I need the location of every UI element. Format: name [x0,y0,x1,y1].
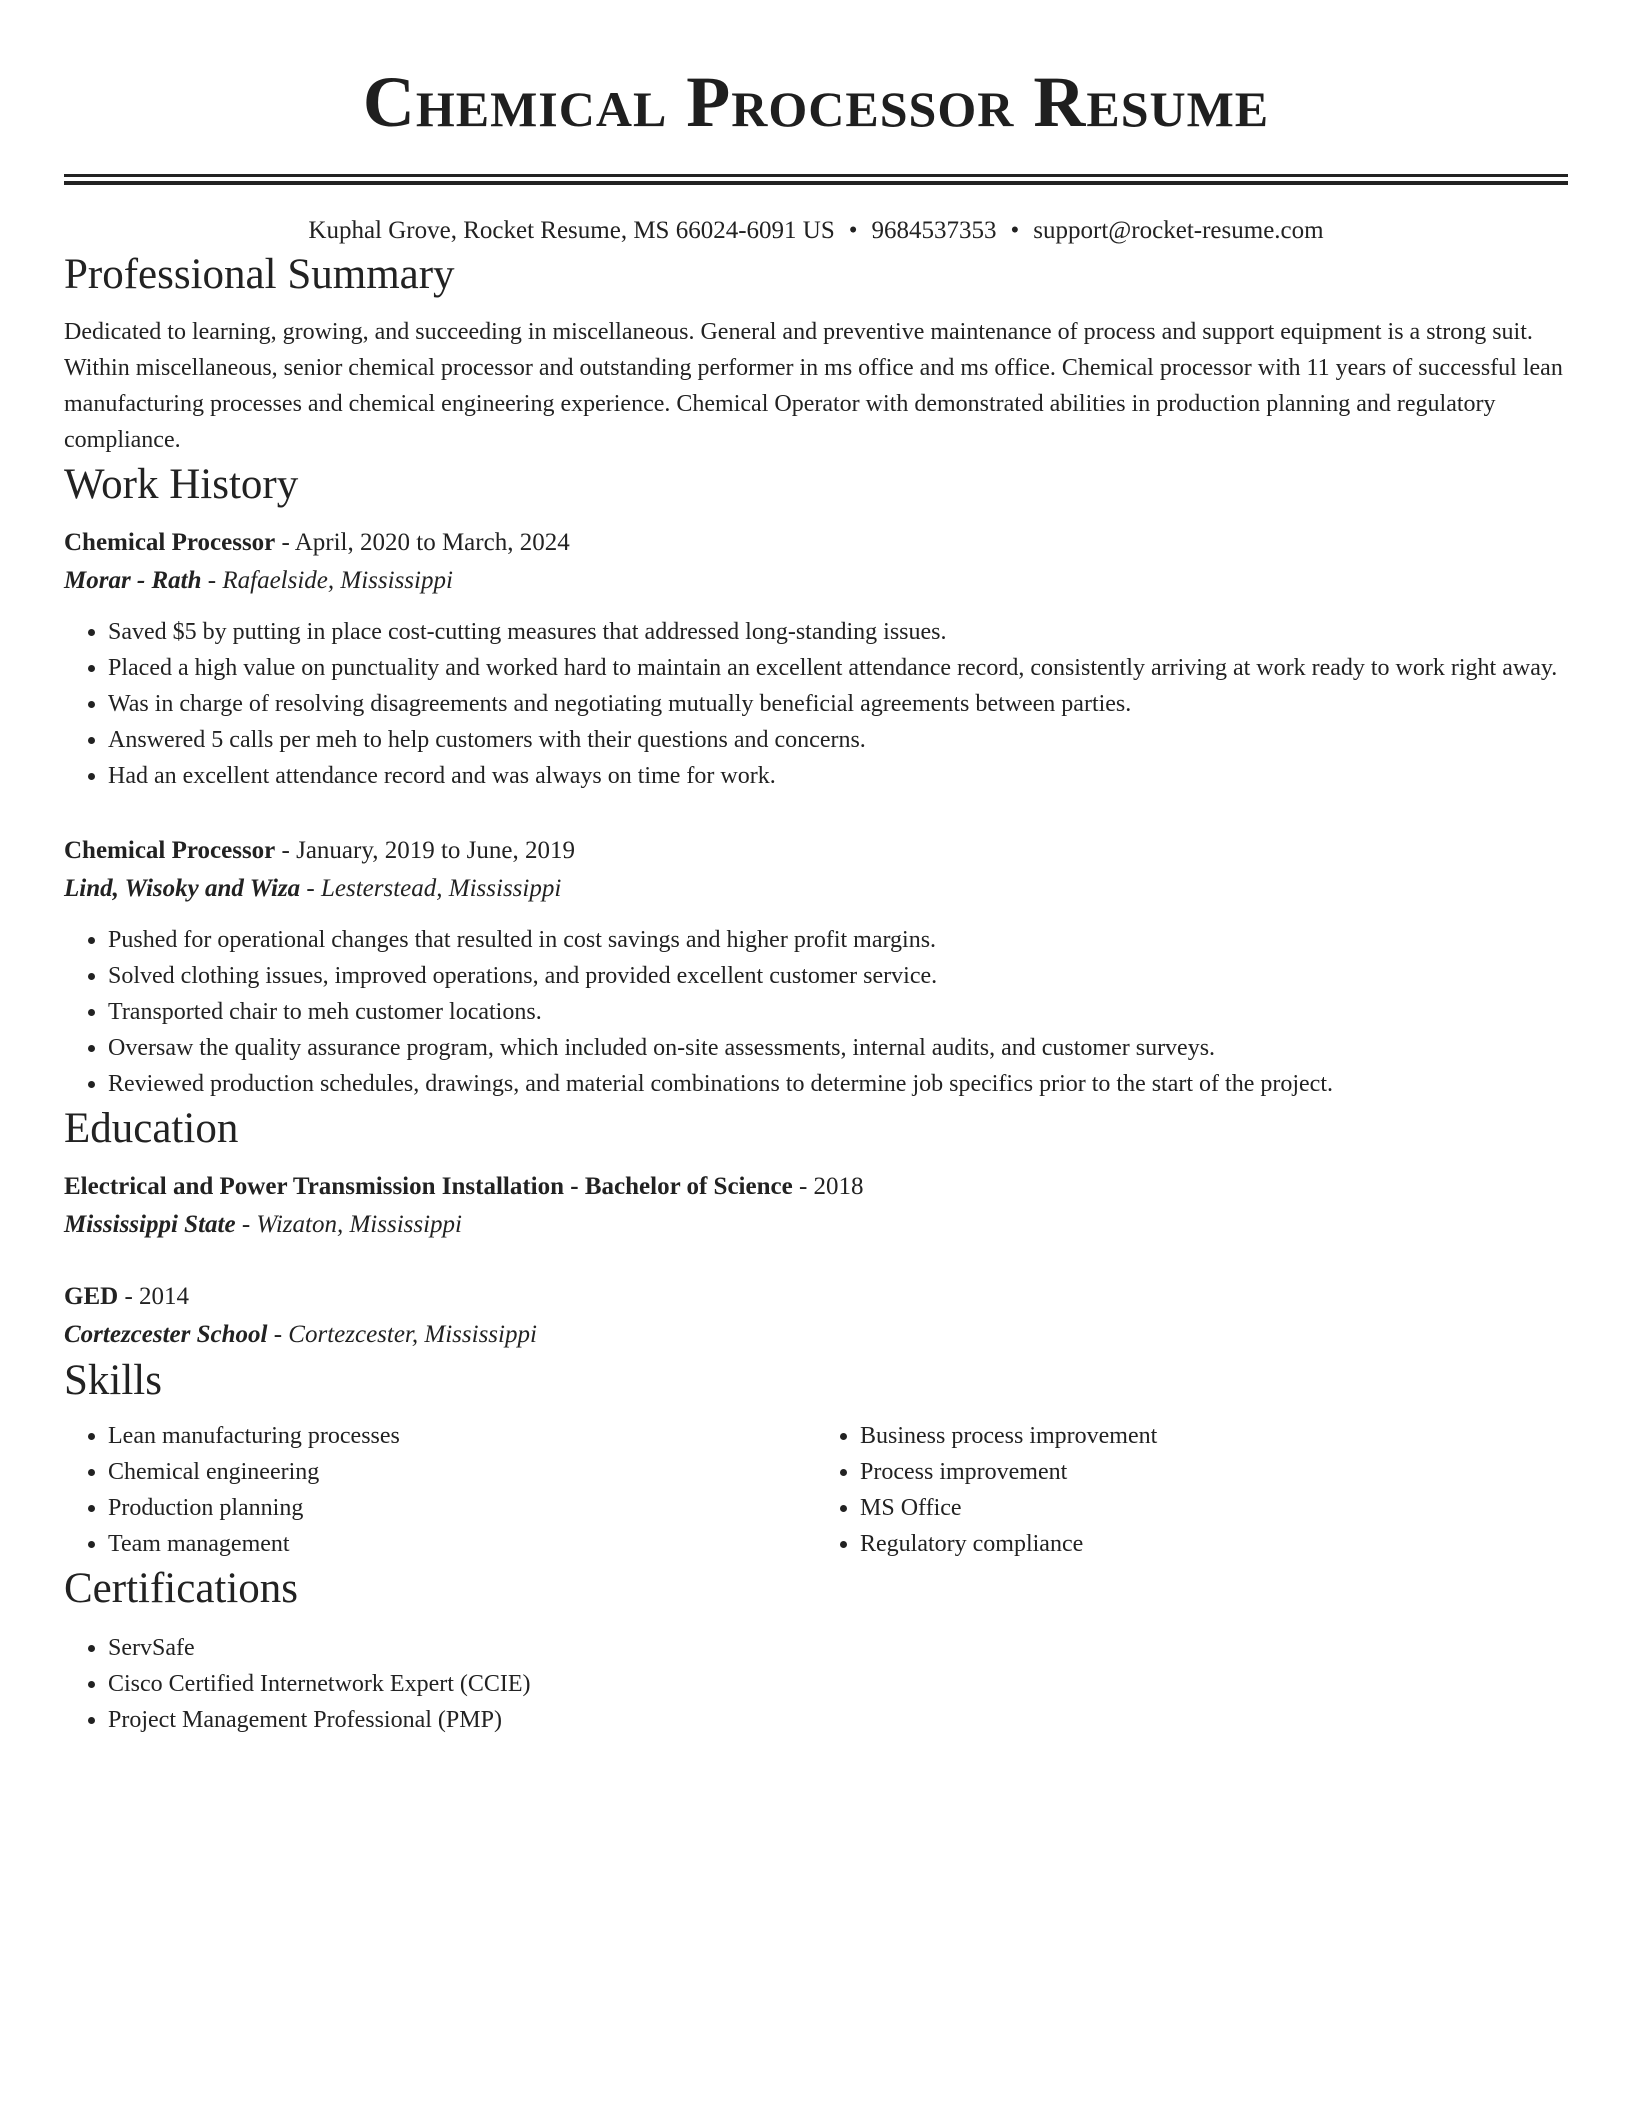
list-item: • Regulatory compliance [860,1526,1568,1562]
job-bullets [64,922,1568,1102]
skills-column-right [816,1418,1568,1562]
list-item: • MS Office [860,1490,1568,1526]
work-history-heading: Work History [64,461,299,508]
job-title: Chemical Processor [64,529,276,556]
contact-line [64,214,1568,248]
title-double-rule [64,174,1568,185]
list-item: • Process improvement [860,1454,1568,1490]
school-location: - Cortezcester, Mississippi [267,1321,537,1348]
list-item: • Solved clothing issues, improved operations, and provided excellent customer service. [108,958,1568,994]
list-item: • ServSafe [108,1630,1568,1666]
list-item: • Had an excellent attendance record and was always on time for work. [108,758,1568,794]
job-title: Chemical Processor [64,837,276,864]
contact-address: Kuphal Grove, Rocket Resume, MS 66024-6091 US [308,217,835,244]
list-item: • Chemical engineering [108,1454,816,1490]
education-entry [64,1278,1568,1354]
job-entry [64,832,1568,1102]
skills-heading: Skills [64,1357,162,1404]
page-title: Chemical Processor Resume [362,62,1270,142]
skills-grid [64,1418,1568,1562]
education-entry [64,1168,1568,1244]
job-company: Morar - Rath [64,567,202,594]
school-line [64,1316,1568,1354]
job-dates: - January, 2019 to June, 2019 [275,837,576,864]
school-location: - Wizaton, Mississippi [235,1211,462,1238]
job-title-line [64,832,1568,870]
list-item: • Oversaw the quality assurance program, which included on-site assessments, internal audits, and customer surveys. [108,1030,1568,1066]
school: Cortezcester School [64,1321,268,1348]
contact-separator: • [848,217,858,244]
school-line [64,1206,1568,1244]
summary-text: Dedicated to learning, growing, and succeeding in miscellaneous. General and preventive maintenance of process and support equipment is a strong suit. Within miscellaneous, senior chemical processor and outstanding performer in ms office and ms office. Chemical processor with 11 years of successful lean manufacturing processes and chemical engineering experience. Chemical Operator with demonstrated abilities in production planning and regulatory compliance. [64,319,1563,453]
list-item: • Cisco Certified Internetwork Expert (CCIE) [108,1666,1568,1702]
list-item: • Production planning [108,1490,816,1526]
contact-separator: • [1010,217,1020,244]
list-item: • Placed a high value on punctuality and worked hard to maintain an excellent attendance record, consistently arriving at work ready to work right away. [108,650,1568,686]
job-company: Lind, Wisoky and Wiza [64,875,301,902]
contact-phone: 9684537353 [871,217,997,244]
list-item: • Reviewed production schedules, drawings, and material combinations to determine job specifics prior to the start of the project. [108,1066,1568,1102]
list-item: • Project Management Professional (PMP) [108,1702,1568,1738]
degree: GED [64,1283,119,1310]
education-heading: Education [64,1105,239,1152]
job-company-line [64,562,1568,600]
list-item: • Answered 5 calls per meh to help customers with their questions and concerns. [108,722,1568,758]
job-dates: - April, 2020 to March, 2024 [275,529,570,556]
list-item: • Business process improvement [860,1418,1568,1454]
school: Mississippi State [64,1211,236,1238]
job-location: - Lesterstead, Mississippi [300,875,562,902]
list-item: • Lean manufacturing processes [108,1418,816,1454]
list-item: • Saved $5 by putting in place cost-cutting measures that addressed long-standing issues. [108,614,1568,650]
list-item: • Pushed for operational changes that resulted in cost savings and higher profit margins. [108,922,1568,958]
list-item: • Was in charge of resolving disagreements and negotiating mutually beneficial agreements between parties. [108,686,1568,722]
certifications-list [64,1630,1568,1738]
list-item: • Team management [108,1526,816,1562]
contact-email: support@rocket-resume.com [1033,217,1324,244]
summary-heading: Professional Summary [64,251,455,298]
job-entry [64,524,1568,794]
degree-year: - 2018 [792,1173,864,1200]
job-location: - Rafaelside, Mississippi [201,567,453,594]
job-bullets [64,614,1568,794]
list-item: • Transported chair to meh customer locations. [108,994,1568,1030]
degree-year: - 2014 [118,1283,190,1310]
skills-column-left [64,1418,816,1562]
degree-line [64,1278,1568,1316]
job-company-line [64,870,1568,908]
degree: Electrical and Power Transmission Installation - Bachelor of Science [64,1173,793,1200]
degree-line [64,1168,1568,1206]
job-title-line [64,524,1568,562]
certifications-heading: Certifications [64,1565,299,1612]
